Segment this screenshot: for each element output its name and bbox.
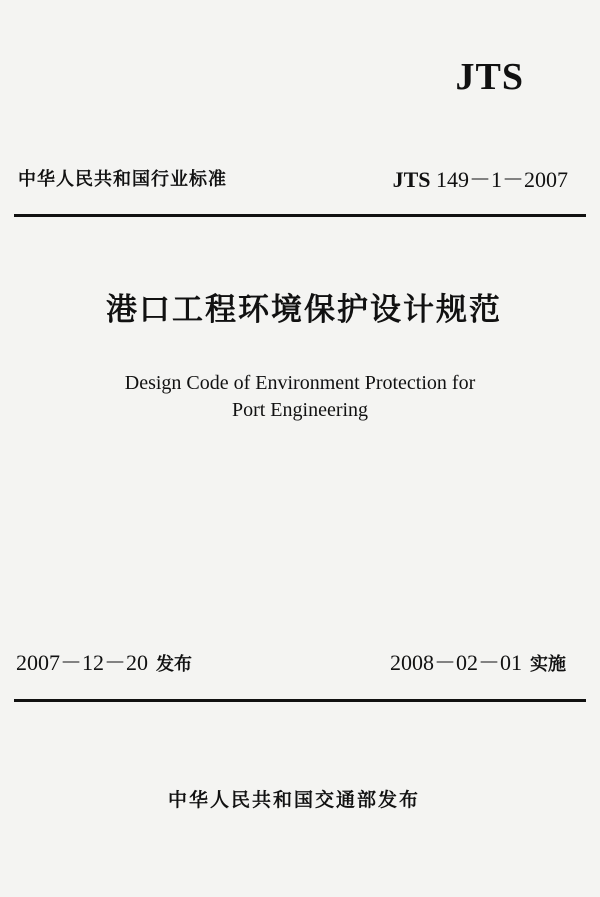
bottom-divider: [14, 699, 586, 702]
issue-date-value: 2007－12－20: [16, 650, 149, 675]
top-divider: [14, 214, 586, 217]
date-row: [0, 648, 600, 678]
standard-number-prefix: JTS: [392, 167, 431, 192]
standard-number-value: 149－1－2007: [435, 167, 568, 192]
publisher: 中华人民共和国交通部发布: [167, 789, 420, 811]
document-title-english-line2: Port Engineering: [231, 399, 369, 421]
document-title-english-line1: Design Code of Environment Protection for: [124, 372, 476, 394]
jts-logo: JTS: [455, 56, 524, 98]
implementation-date: [390, 648, 566, 680]
standard-type: 中华人民共和国行业标准: [18, 169, 227, 190]
document-title-chinese: 港口工程环境保护设计规范: [106, 292, 502, 328]
implementation-label: 实施: [530, 654, 566, 675]
issue-label: 发布: [156, 654, 193, 675]
issue-date: [16, 648, 192, 680]
implementation-date-value: 2008－02－01: [389, 650, 522, 675]
header-row: [0, 166, 600, 194]
standard-number: [393, 166, 568, 194]
